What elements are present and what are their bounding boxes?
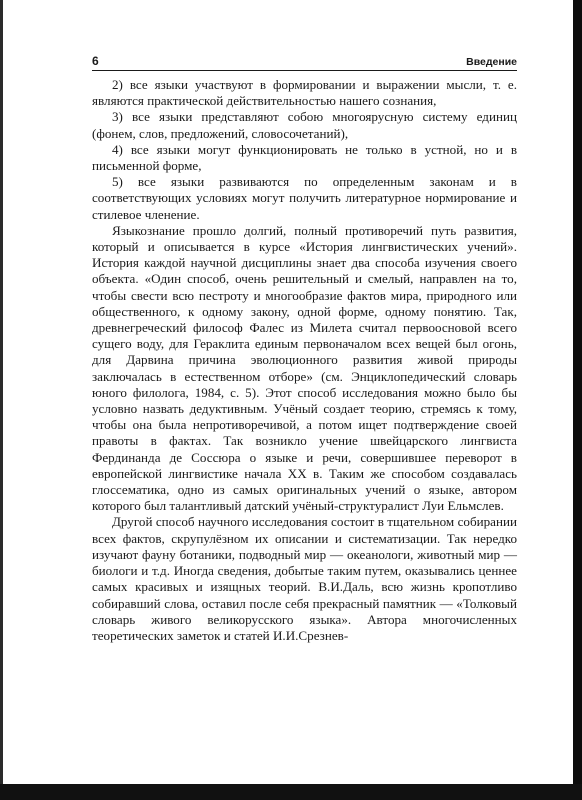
scan-shadow-left — [0, 0, 3, 800]
paragraph-inductive-method: Другой способ научного исследования состоит в тщательном собирании всех фактов, скрупулёзном их описании и систематизации. Так нередко изучают фауну ботаники, подводный мир — океанологи, животный мир — биологи и т.д. Иногда сведения, добытые таким путем, оказывались ценнее самых красивых и изящных теорий. В.И.Даль, всю жизнь кропотливо собиравший слова, оставил после себя прекрасный памятник — «Толковый словарь живого великорусского языка». Автора многочисленных теоретических заметок и статей И.И.Срезнев- — [92, 514, 517, 643]
list-item-laws: 5) все языки развиваются по определенным законам и в соответствующих условиях могут получить литературное нормирование и стилевое членение. — [92, 174, 517, 222]
book-page — [92, 54, 517, 644]
page-body — [92, 77, 517, 644]
scan-shadow-right — [573, 0, 582, 800]
section-title: Введение — [466, 56, 517, 68]
list-item-units: 3) все языки представляют собою многоярусную систему единиц (фонем, слов, предложений, словосочетаний), — [92, 109, 517, 141]
paragraph-deductive-method: Языкознание прошло долгий, полный противоречий путь развития, который и описывается в курсе «История лингвистических учений». История каждой научной дисциплины знает два способа изучения своего объекта. «Один способ, очень решительный и смелый, направлен на то, чтобы свести всю пестроту и многообразие фактов мира, природного или общественного, к одному закону, одной форме, одному понятию. Так, древнегреческий философ Фалес из Милета считал первоосновой всего сущего воду, для Гераклита единым первоначалом всех вещей был огонь, для Дарвина причина эволюционного развития живой природы заключалась в естественном отборе» (см. Энциклопедический словарь юного филолога, 1984, с. 5). Этот способ исследования можно было бы условно назвать дедуктивным. Учёный создает теорию, стремясь к тому, чтобы она была непротиворечивой, а потом ищет подтверждение своей правоты в фактах. Так возникло учение швейцарского лингвиста Фердинанда де Соссюра о языке и речи, совершившее переворот в европейской лингвистике начала XX в. Таким же способом создавалась глоссематика, одно из самых оригинальных учений о языке, автором которого был талантливый датский учёный-структуралист Луи Ельмслев. — [92, 222, 517, 514]
list-item-written-form: 4) все языки могут функционировать не только в устной, но и в письменной форме, — [92, 141, 517, 174]
list-item-thought: 2) все языки участвуют в формировании и выражении мысли, т. е. являются практической действительностью нашего сознания, — [92, 77, 517, 109]
page-number: 6 — [92, 54, 99, 68]
running-head — [92, 54, 517, 71]
scan-shadow-bottom — [0, 784, 582, 800]
